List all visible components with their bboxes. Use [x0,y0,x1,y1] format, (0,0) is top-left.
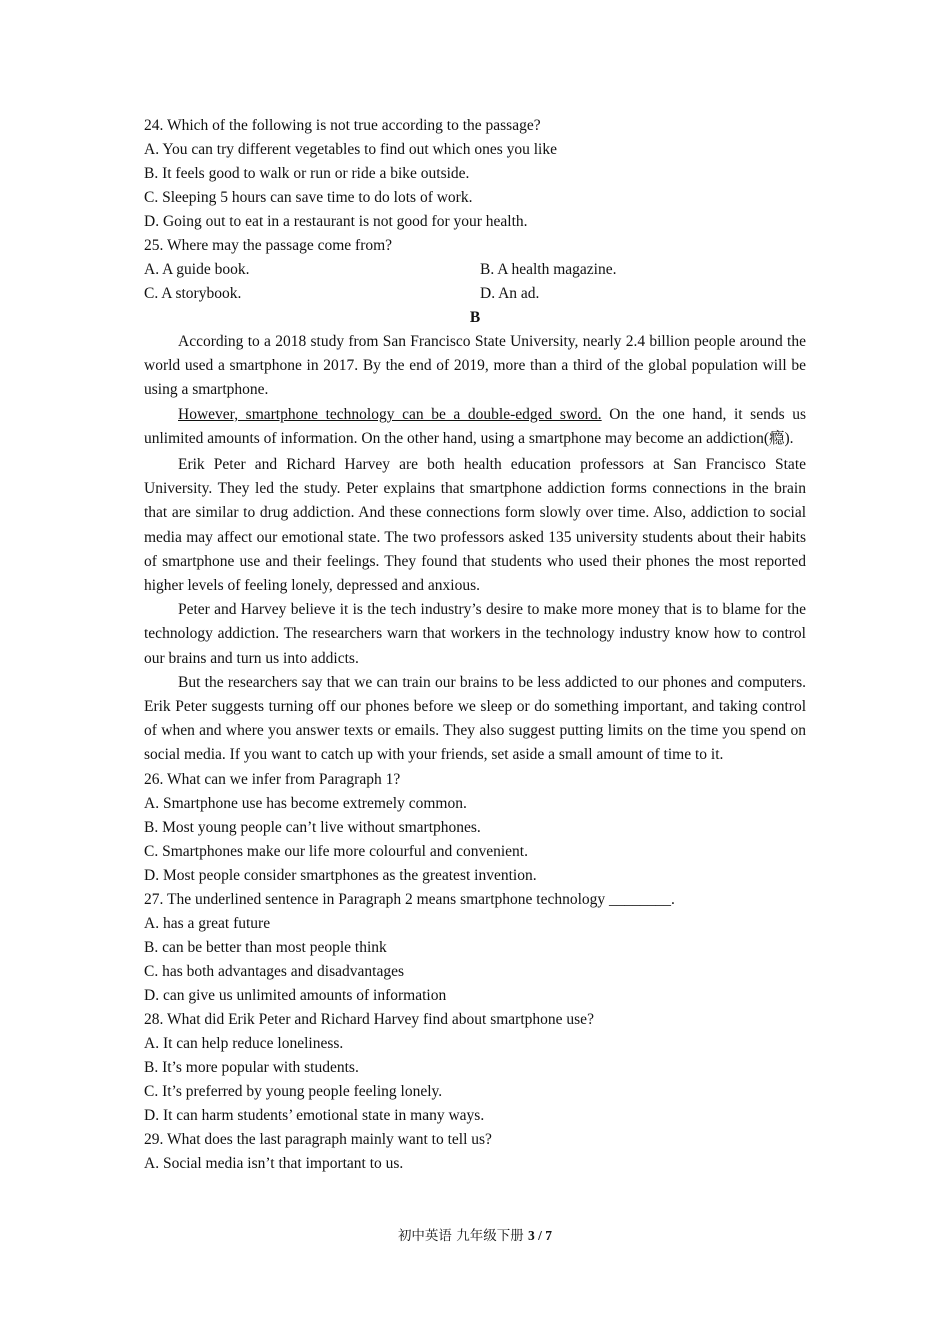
q25-options-row-1 [144,258,806,282]
q28-option-b: B. It’s more popular with students. [144,1058,359,1076]
q28-option-a: A. It can help reduce loneliness. [144,1034,344,1052]
q26-option-a: A. Smartphone use has become extremely common. [144,794,467,812]
passage-paragraph-3: Erik Peter and Richard Harvey are both health education professors at San Francisco State University. They led the study. Peter explains that smartphone addiction forms connections in the brain that are similar to drug addiction. And these connections form slowly over time. Also, addiction to social media may affect our emotional state. The two professors asked 135 university students about their habits of smartphone use and their feelings. They found that students who used their phones the most reported higher levels of feeling lonely, depressed and anxious. [144,456,806,595]
passage-paragraph-4: Peter and Harvey believe it is the tech industry’s desire to make more money that is to blame for the technology addiction. The researchers warn that workers in the technology industry know how to control our brains and turn us into addicts. [144,601,806,667]
footer-subject: 初中英语 九年级下册 [397,1228,524,1244]
q25-option-b: B. A health magazine. [480,261,617,278]
q25-option-a: A. A guide book. [144,261,250,278]
question-28: 28. What did Erik Peter and Richard Harvey find about smartphone use? [144,1010,594,1028]
q26-option-c: C. Smartphones make our life more colourful and convenient. [144,842,528,860]
q28-option-c: C. It’s preferred by young people feeling lonely. [144,1082,443,1100]
q25-options-row-2 [144,282,806,306]
question-29: 29. What does the last paragraph mainly want to tell us? [144,1130,492,1148]
question-26: 26. What can we infer from Paragraph 1? [144,770,401,788]
question-24: 24. Which of the following is not true according to the passage? [144,117,541,134]
q26-option-b: B. Most young people can’t live without smartphones. [144,818,481,836]
q25-option-c: C. A storybook. [144,285,242,302]
q24-option-a: A. You can try different vegetables to find out which ones you like [144,141,557,158]
q29-option-a: A. Social media isn’t that important to us. [144,1154,404,1172]
question-25: 25. Where may the passage come from? [144,237,393,254]
q27-option-d: D. can give us unlimited amounts of information [144,986,447,1004]
page-footer [0,1226,950,1246]
passage-paragraph-5: But the researchers say that we can train our brains to be less addicted to our phones and computers. Erik Peter suggests turning off our phones before we sleep or do something important, and taking control of when and where you answer texts or emails. They also suggest putting limits on the time you spend on social media. If you want to catch up with your friends, set aside a small amount of time to it. [144,673,806,764]
q27-option-a: A. has a great future [144,914,271,932]
page-content [144,114,806,1176]
q24-option-c: C. Sleeping 5 hours can save time to do lots of work. [144,189,473,206]
q24-option-b: B. It feels good to walk or run or ride a bike outside. [144,165,470,182]
paragraph-2-rest: On the one hand, it sends us unlimited amounts of information. On the other hand, using a smartphone may become an addiction(瘾). [144,405,806,447]
page-number: 3 / 7 [528,1228,553,1243]
question-27: 27. The underlined sentence in Paragraph 2 means smartphone technology ________. [144,890,675,908]
passage-paragraph-2 [144,403,806,451]
underlined-sentence: However, smartphone technology can be a double-edged sword. [178,405,602,423]
passage-paragraph-1: According to a 2018 study from San Francisco State University, nearly 2.4 billion people around the world used a smartphone in 2017. By the end of 2019, more than a third of the global population will be using a smartphone. [144,333,806,399]
q24-option-d: D. Going out to eat in a restaurant is not good for your health. [144,213,528,230]
q26-option-d: D. Most people consider smartphones as the greatest invention. [144,866,537,884]
q28-option-d: D. It can harm students’ emotional state in many ways. [144,1106,485,1124]
q25-option-d: D. An ad. [480,285,540,302]
q27-option-c: C. has both advantages and disadvantages [144,962,404,980]
q27-option-b: B. can be better than most people think [144,938,387,956]
section-heading-b: B [469,309,481,326]
